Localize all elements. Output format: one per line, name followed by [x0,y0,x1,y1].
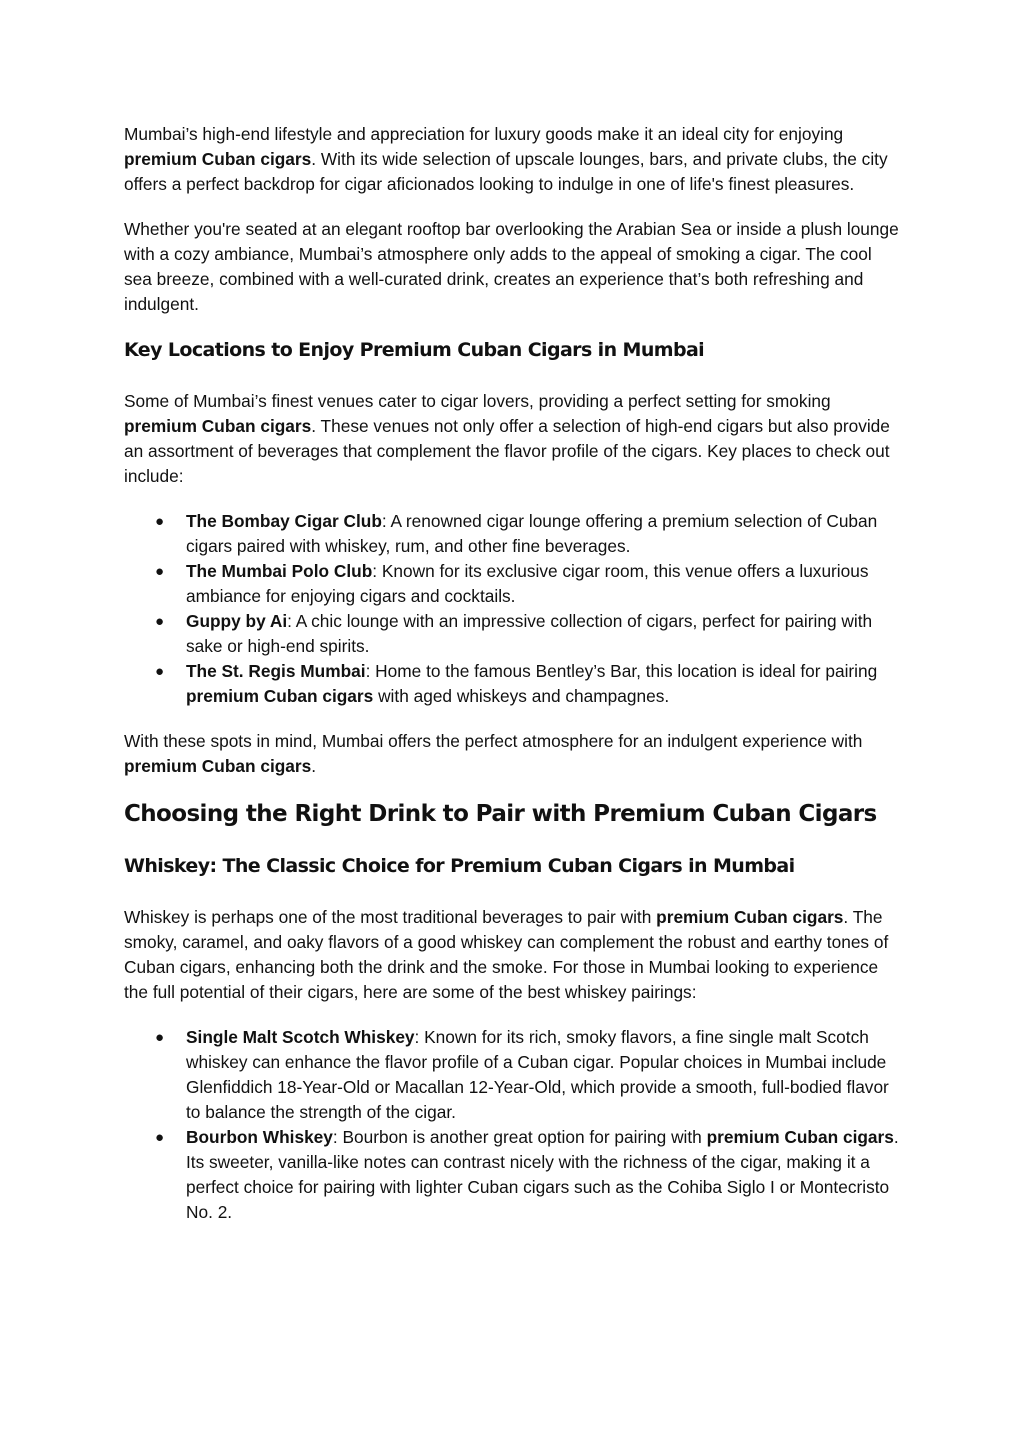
bold-run: Single Malt Scotch Whiskey [186,1027,415,1047]
whiskey-list [124,1025,904,1225]
text-run: : A chic lounge with an impressive collection of cigars, perfect for pairing with sake or high-end spirits. [186,611,873,656]
bullet-icon: ● [155,513,165,530]
text-run: . These venues not only offer a selection of high-end cigars but also provide an assortment of beverages that complement the flavor profile of the cigars. Key places to check out include: [124,416,890,486]
text-run: With these spots in mind, Mumbai offers the perfect atmosphere for an indulgent experience with [124,731,863,751]
list-item [124,609,904,659]
document-page [124,122,904,1245]
bullet-icon: ● [155,563,165,580]
bold-run: premium Cuban cigars [124,149,312,169]
text-run: : Known for its exclusive cigar room, this venue offers a luxurious ambiance for enjoying cigars and cocktails. [186,561,869,606]
bold-run: Guppy by Ai [186,611,288,631]
text-run: : A renowned cigar lounge offering a premium selection of Cuban cigars paired with whiskey, rum, and other fine beverages. [186,511,878,556]
text-run: Whether you're seated at an elegant rooftop bar overlooking the Arabian Sea or inside a plush lounge with a cozy ambiance, Mumbai’s atmosphere only adds to the appeal of smoking a cigar. The cool sea breeze, combined with a well-curated drink, creates an experience that’s both refreshing and indulgent. [124,219,899,314]
section1-closing-paragraph [124,729,904,779]
list-item [124,509,904,559]
text-run: : Known for its rich, smoky flavors, a fine single malt Scotch whiskey can enhance the flavor profile of a Cuban cigar. Popular choices in Mumbai include Glenfiddich 18-Year-Old or Macallan 12-Year-Old, which provide a smooth, full-bodied flavor to balance the strength of the cigar. [186,1027,889,1122]
list-item [124,659,904,709]
bold-run: The St. Regis Mumbai [186,661,366,681]
bullet-icon: ● [155,1129,165,1146]
section1-paragraph [124,389,904,489]
list-item [124,1025,904,1125]
bold-run: premium Cuban cigars [656,907,844,927]
section-heading-choosing-drink: Choosing the Right Drink to Pair with Premium Cuban Cigars [124,801,877,827]
bold-run: premium Cuban cigars [186,686,374,706]
text-run: . With its wide selection of upscale lounges, bars, and private clubs, the city offers a perfect backdrop for cigar aficionados looking to indulge in one of life's finest pleasures. [124,149,888,194]
venue-list [124,509,904,709]
text-run: Mumbai’s high-end lifestyle and appreciation for luxury goods make it an ideal city for enjoying [124,124,844,144]
text-run: . [311,756,317,776]
text-run: . Its sweeter, vanilla-like notes can contrast nicely with the richness of the cigar, making it a perfect choice for pairing with lighter Cuban cigars such as the Cohiba Siglo I or Montecristo No. 2. [186,1127,899,1222]
text-run: : Bourbon is another great option for pairing with [332,1127,707,1147]
text-run: Some of Mumbai’s finest venues cater to cigar lovers, providing a perfect setting for smoking [124,391,831,411]
text-run: . The smoky, caramel, and oaky flavors of a good whiskey can complement the robust and earthy tones of Cuban cigars, enhancing both the drink and the smoke. For those in Mumbai looking to experience the full potential of their cigars, here are some of the best whiskey pairings: [124,907,889,1002]
bold-run: premium Cuban cigars [706,1127,894,1147]
section2-paragraph [124,905,904,1005]
intro-paragraph-1 [124,122,904,197]
section-heading-key-locations: Key Locations to Enjoy Premium Cuban Cigars in Mumbai [124,339,705,361]
bold-run: premium Cuban cigars [124,756,312,776]
text-run: : Home to the famous Bentley’s Bar, this location is ideal for pairing [365,661,878,681]
bold-run: The Mumbai Polo Club [186,561,373,581]
text-run: Whiskey is perhaps one of the most traditional beverages to pair with [124,907,657,927]
bullet-icon: ● [155,1029,165,1046]
bold-run: Bourbon Whiskey [186,1127,333,1147]
intro-paragraph-2 [124,217,904,317]
bullet-icon: ● [155,613,165,630]
bullet-icon: ● [155,663,165,680]
list-item [124,1125,904,1225]
text-run: with aged whiskeys and champagnes. [373,686,670,706]
bold-run: premium Cuban cigars [124,416,312,436]
bold-run: The Bombay Cigar Club [186,511,382,531]
subheading-whiskey: Whiskey: The Classic Choice for Premium Cuban Cigars in Mumbai [124,855,795,877]
list-item [124,559,904,609]
